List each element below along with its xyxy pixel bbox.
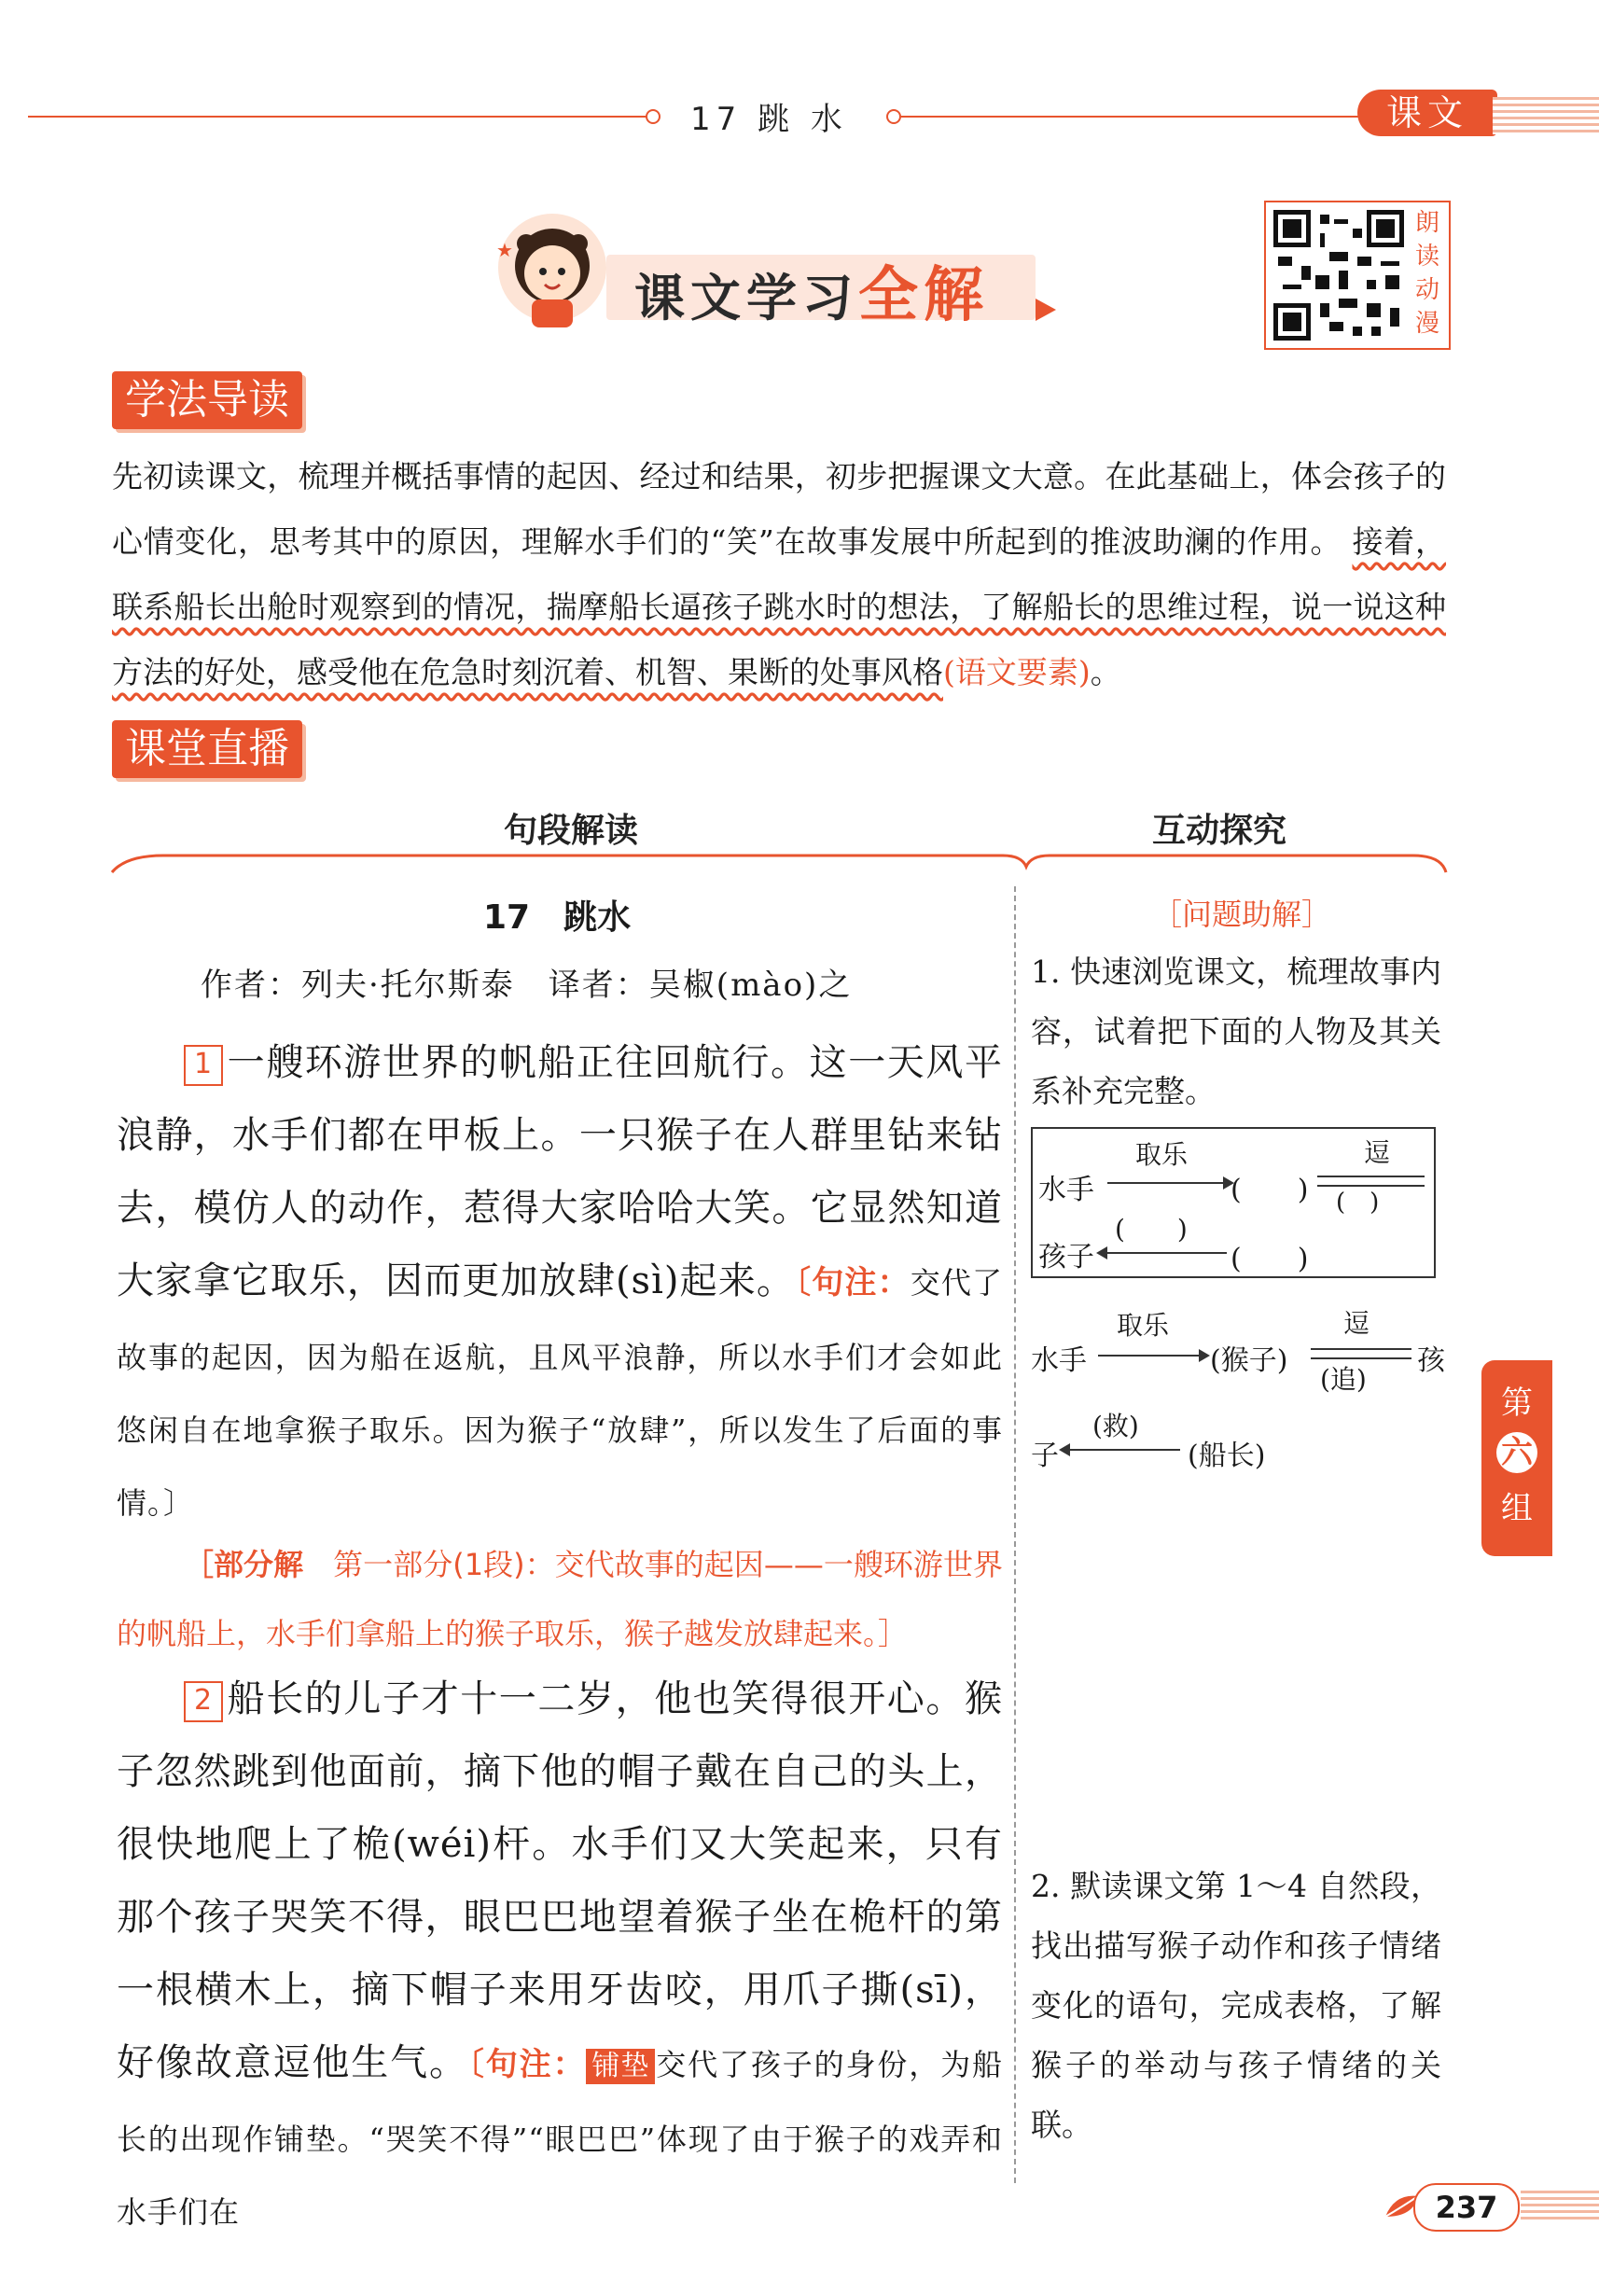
relation-diagram-blank	[1031, 1127, 1436, 1278]
right-column-heading: 互动探究	[1152, 812, 1287, 850]
note-2-text: 交代了孩子的身份，为船长的出现作铺垫。“哭笑不得”“眼巴巴”体现了由于猴子的戏弄和水手们在	[117, 2047, 1003, 2230]
text-title: 17 跳水	[483, 898, 632, 937]
study-guide-tag: (语文要素)	[943, 654, 1091, 690]
svg-text:★: ★	[496, 239, 513, 261]
paragraph-1	[117, 1026, 1003, 1538]
diagram-blank-4[interactable]: ( )	[1231, 1243, 1309, 1275]
header-dot-left	[646, 109, 660, 124]
note-1-text: 交代了故事的起因，因为船在返航，且风平浪静，所以水手们才会如此悠闲自在地拿猴子取乐。因为猴子“放肆”，所以发生了后面的事情。〕	[117, 1265, 1004, 1521]
left-column-heading: 句段解读	[504, 812, 639, 850]
lesson-title: 17 跳 水	[690, 101, 848, 138]
footer-stripes	[1521, 2191, 1599, 2222]
diagram-fun-label: 取乐	[1135, 1139, 1189, 1170]
diagram-blank-2[interactable]: ( )	[1336, 1189, 1380, 1217]
section-label-classroom: 课堂直播	[112, 720, 302, 778]
section-label-study-guide: 学法导读	[112, 371, 302, 429]
answer-arrow-1	[1098, 1355, 1201, 1357]
diagram-tease-label: 逗	[1364, 1137, 1391, 1168]
answer-tease-label: 逗	[1343, 1308, 1370, 1339]
note-1-label: 〔句注：	[795, 1264, 911, 1301]
banner-title-main: 课文学习	[634, 269, 858, 327]
diagram-child: 孩子	[1038, 1241, 1094, 1273]
banner-title-accent: 全解	[858, 261, 989, 330]
help-label: ［问题助解］	[1152, 897, 1332, 932]
part-analysis-text: 第一部分(1段)：交代故事的起因——一艘环游世界的帆船上，水手们拿船上的猴子取乐，猴子越发放肆起来。］	[117, 1547, 1003, 1651]
paragraph-1-text: 一艘环游世界的帆船正往回航行。这一天风平浪静，水手们都在甲板上。一只猴子在人群里钻来钻去，模仿人的动作，惹得大家哈哈大笑。它显然知道大家拿它取乐，因而更加放肆(sì)起来。	[117, 1041, 1003, 1302]
answer-child-b: 子	[1031, 1440, 1059, 1472]
text-author: 作者：列夫·托尔斯泰 译者：吴椒(mào)之	[201, 967, 853, 1004]
answer-save: (救)	[1092, 1411, 1139, 1441]
note-2-label: 〔句注：	[467, 2046, 587, 2083]
part-analysis	[117, 1530, 1003, 1668]
answer-arrowhead-1	[1199, 1349, 1210, 1362]
banner-title	[634, 247, 989, 333]
banner	[485, 210, 1064, 331]
relation-diagram-answer	[1031, 1301, 1445, 1488]
header-dot-right	[886, 109, 901, 124]
unit-tab-mid: 六	[1496, 1432, 1537, 1473]
answer-sailors: 水手	[1031, 1344, 1087, 1377]
diagram-sailors: 水手	[1038, 1174, 1094, 1206]
answer-fun-label: 取乐	[1117, 1310, 1170, 1341]
column-divider	[1014, 886, 1016, 2183]
paragraph-number-2: 2	[184, 1681, 223, 1722]
answer-chase: (追)	[1320, 1364, 1367, 1395]
header-rule-left	[28, 116, 653, 118]
header-rule-right	[901, 116, 1360, 118]
paragraph-2	[117, 1663, 1003, 2247]
header-stripes	[1493, 97, 1599, 134]
paragraph-2-text: 船长的儿子才十一二岁，他也笑得很开心。猴子忽然跳到他面前，摘下他的帽子戴在自己的头上，很快地爬上了桅(wéi)杆。水手们又大笑起来，只有那个孩子哭笑不得，眼巴巴地望着猴子坐在桅杆的第一根横木上，摘下帽子来用牙齿咬，用爪子撕(sī)，好像故意逗他生气。	[117, 1677, 1003, 2084]
question-1: 1. 快速浏览课文，梳理故事内容，试着把下面的人物及其关系补充完整。	[1031, 953, 1441, 1109]
diagram-arrow-2	[1105, 1252, 1227, 1254]
unit-side-tab[interactable]	[1481, 1360, 1552, 1556]
answer-captain: (船长)	[1188, 1440, 1266, 1472]
answer-child-a: 孩	[1417, 1344, 1445, 1377]
qr-code-box[interactable]	[1264, 201, 1451, 350]
diagram-blank-3[interactable]: ( )	[1115, 1214, 1188, 1245]
question-2: 2. 默读课文第 1～4 自然段，找出描写猴子动作和孩子情绪变化的语句，完成表格，了解猴子的举动与孩子情绪的关联。	[1031, 1868, 1441, 2143]
diagram-blank-1[interactable]: ( )	[1231, 1174, 1309, 1206]
paragraph-number-1: 1	[184, 1045, 223, 1086]
study-guide-text	[112, 444, 1446, 705]
answer-arrow-2	[1068, 1449, 1180, 1451]
answer-double-arrow	[1311, 1348, 1411, 1359]
unit-tab-bottom: 组	[1501, 1490, 1533, 1527]
qr-side-label: 朗读动漫	[1415, 209, 1440, 338]
note-2-tag: 铺垫	[586, 2049, 655, 2084]
diagram-arrow-1	[1107, 1182, 1227, 1184]
page-number: 237	[1413, 2183, 1520, 2232]
answer-monkey: (猴子)	[1210, 1344, 1288, 1377]
chapter-tab[interactable]: 课文	[1357, 90, 1497, 136]
qr-code-icon[interactable]	[1273, 210, 1404, 341]
girl-mascot-icon	[485, 210, 625, 331]
unit-tab-top: 第	[1501, 1385, 1533, 1422]
study-guide-plain: 先初读课文，梳理并概括事情的起因、经过和结果，初步把握课文大意。在此基础上，体会孩子的心情变化，思考其中的原因，理解水手们的“笑”在故事发展中所起到的推波助澜的作用。	[112, 458, 1446, 560]
part-analysis-label: ［部分解	[184, 1547, 304, 1582]
column-heading-divider	[107, 844, 1451, 882]
study-guide-end: 。	[1090, 654, 1121, 690]
study-guide-underlined: 接着，联系船长出舱时观察到的情况，揣摩船长逼孩子跳水时的想法，了解船长的思维过程，说一说这种方法的好处，感受他在危急时刻沉着、机智、果断的处事风格	[112, 523, 1447, 690]
banner-arrow	[1036, 299, 1056, 321]
